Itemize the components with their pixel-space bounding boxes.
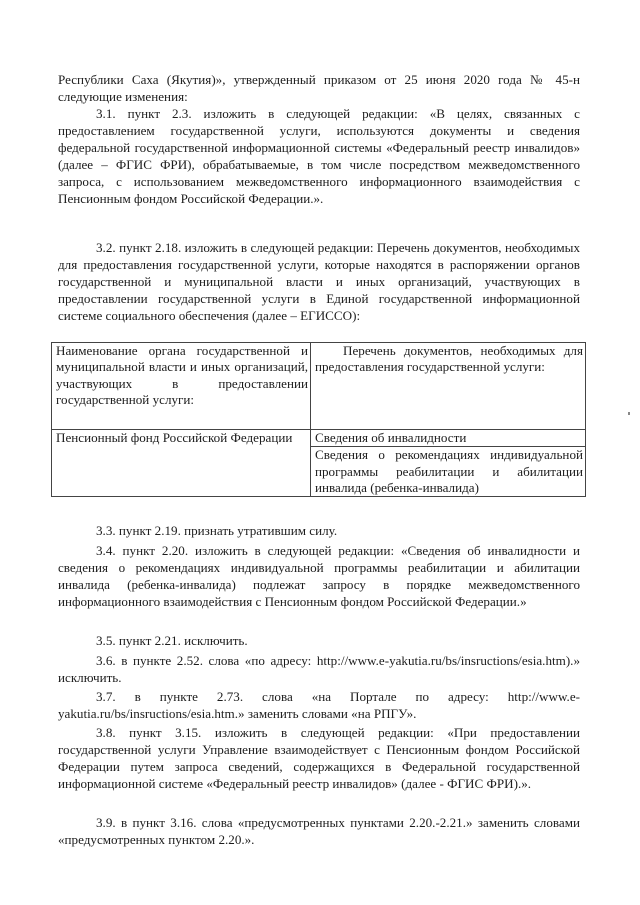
paragraph-3-5: 3.5. пункт 2.21. исключить.: [96, 633, 248, 648]
intro-paragraph: Республики Саха (Якутия)», утвержденный приказом от 25 июня 2020 года № 45-н следующие изменения:: [58, 72, 580, 104]
header-right-cell: Перечень документов, необходимых для предоставления государственной услуги:: [311, 343, 586, 430]
documents-table: [51, 342, 586, 497]
doc-cell-recommendations: Сведения о рекомендациях индивидуальной программы реабилитации и абилитации инвалида (ребенка-инвалида): [311, 447, 586, 497]
table-header-row: [52, 343, 586, 430]
header-left-cell: Наименование органа государственной и муниципальной власти и иных организаций, участвующих в предоставлении государственной услуги:: [52, 343, 311, 430]
paragraph-3-8: 3.8. пункт 3.15. изложить в следующей редакции: «При предоставлении государственной услуги Управление взаимодействует с Пенсионным фондом Российской Федерации путем запроса сведений, содержащихся в Федеральной государственной информационной системе «Федеральный реестр инвалидов» (далее - ФГИС ФРИ).».: [58, 725, 580, 791]
paragraph-3-1: 3.1. пункт 2.3. изложить в следующей редакции: «В целях, связанных с предоставлением государственной услуги, используются документы и сведения федеральной государственной информационной системы «Федеральный реестр инвалидов» (далее – ФГИС ФРИ), обрабатываемые, в том числе посредством межведомственного запроса, с использованием межведомственного информационного взаимодействия с Пенсионным фондом Российской Федерации.».: [58, 106, 580, 206]
table-row: [52, 430, 586, 447]
paragraph-3-2: 3.2. пункт 2.18. изложить в следующей редакции: Перечень документов, необходимых для предоставления государственной услуги, которые находятся в распоряжении органов государственной и муниципальной власти и иных организаций, участвующих в предоставлении государственной услуги в Единой государственной информационной системе социального обеспечения (далее – ЕГИССО):: [58, 240, 580, 323]
paragraph-3-7: 3.7. в пункте 2.73. слова «на Портале по адресу: http://www.e-yakutia.ru/bs/insructions/esia.htm.» заменить словами «на РПГУ».: [58, 689, 580, 721]
scan-mark: [628, 412, 630, 415]
org-cell: Пенсионный фонд Российской Федерации: [52, 430, 311, 497]
paragraph-3-6: 3.6. в пункте 2.52. слова «по адресу: http://www.e-yakutia.ru/bs/insructions/esia.htm).» исключить.: [58, 653, 580, 685]
doc-cell-disability: Сведения об инвалидности: [311, 430, 586, 447]
paragraph-3-4: 3.4. пункт 2.20. изложить в следующей редакции: «Сведения об инвалидности и сведения о рекомендациях индивидуальной программы реабилитации и абилитации инвалида (ребенка-инвалида) подлежат запросу в порядке межведомственного информационного взаимодействия с Пенсионным фондом Российской Федерации.»: [58, 543, 580, 609]
paragraph-3-3: 3.3. пункт 2.19. признать утратившим силу.: [96, 523, 338, 538]
paragraph-3-9: 3.9. в пункт 3.16. слова «предусмотренных пунктами 2.20.-2.21.» заменить словами «предусмотренных пунктом 2.20.».: [58, 815, 580, 847]
